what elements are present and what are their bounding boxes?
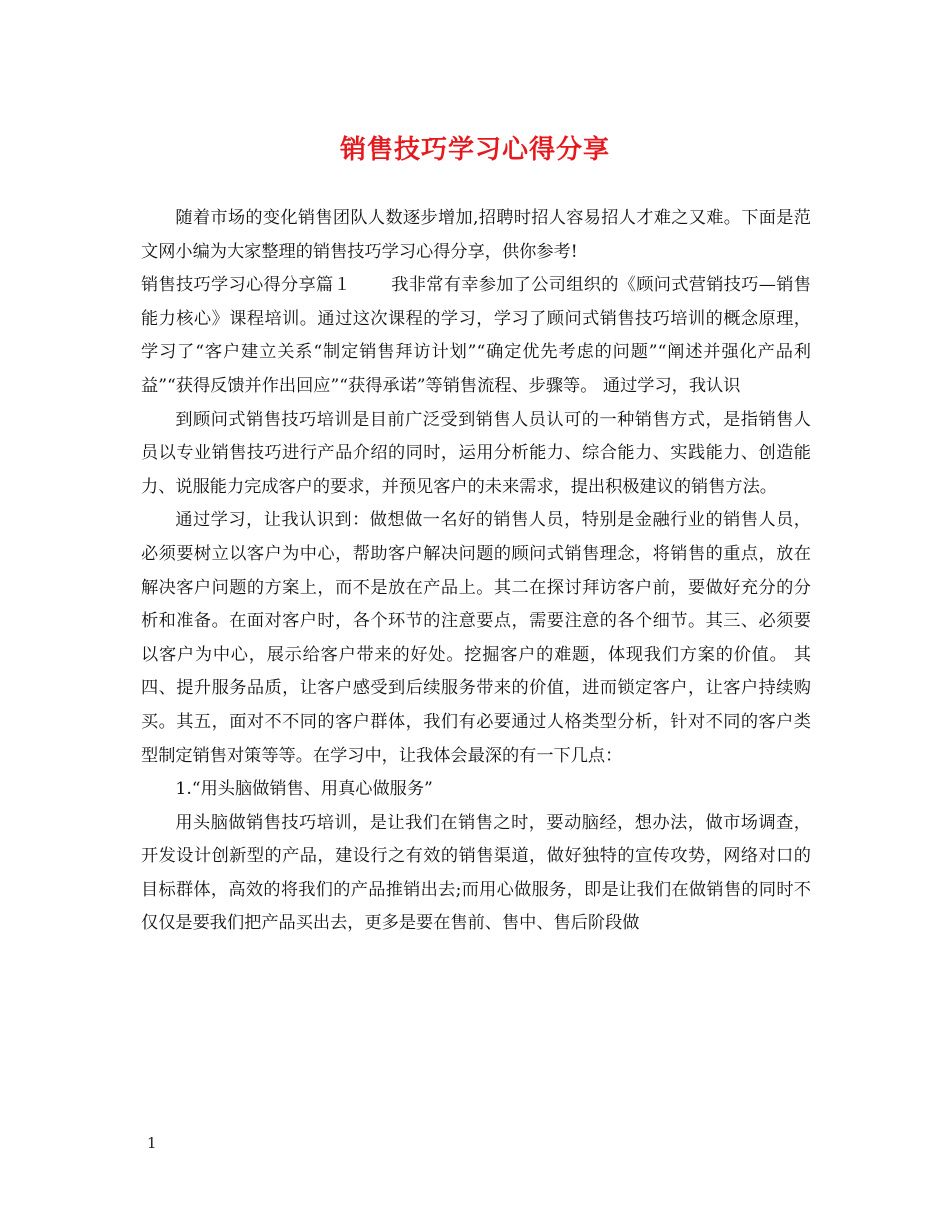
intro-paragraph: 随着市场的变化销售团队人数逐步增加,招聘时招人容易招人才难之又难。下面是范文网小编为大家整理的销售技巧学习心得分享，供你参考! <box>141 208 811 262</box>
body-paragraph-2: 通过学习，让我认识到：做想做一名好的销售人员，特别是金融行业的销售人员，必须要树立以客户为中心，帮助客户解决问题的顾问式销售理念，将销售的重点，放在解决客户问题的方案上，而不是放在产品上。其二在探讨拜访客户前，要做好充分的分析和准备。在面对客户时，各个环节的注意要点，需要注意的各个细节。其三、必须要以客户为中心，展示给客户带来的好处。挖掘客户的难题，体现我们方案的价值。 其四、提升服务品质，让客户感受到后续服务带来的价值，进而锁定客户，让客户持续购买。其五，面对不不同的客户群体，我们有必要通过人格类型分析，针对不同的客户类型制定销售对策等等。在学习中，让我体会最深的有一下几点： <box>141 510 811 766</box>
section-label: 销售技巧学习心得分享篇１ <box>141 275 351 296</box>
body-paragraph-3: 用头脑做销售技巧培训，是让我们在销售之时，要动脑经，想办法，做市场调查，开发设计创新型的产品，建设行之有效的销售渠道，做好独特的宣传攻势，网络对口的目标群体，高效的将我们的产品推销出去;而用心做服务，即是让我们在做销售的同时不仅仅是要我们把产品买出去，更多是要在售前、售中、售后阶段做 <box>141 812 811 934</box>
document-title: 销售技巧学习心得分享 <box>339 135 610 165</box>
body-paragraph-1: 到顾问式销售技巧培训是目前广泛受到销售人员认可的一种销售方式，是指销售人员以专业销售技巧进行产品介绍的同时，运用分析能力、综合能力、实践能力、创造能力、说服能力完成客户的要求，并预见客户的未来需求，提出积极建议的销售方法。 <box>141 409 811 497</box>
document-body <box>141 202 811 941</box>
section-text: 我非常有幸参加了公司组织的《顾问式营销技巧—销售能力核心》课程培训。通过这次课程的学习，学习了顾问式销售技巧培训的概念原理，学习了“客户建立关系“制定销售拜访计划”“确定优先考虑的问题”“阐述并强化产品利益”“获得反馈并作出回应”“获得承诺”等销售流程、步骤等。 通过学习，我认识 <box>141 275 811 396</box>
section-paragraph <box>141 269 811 403</box>
page-number: 1 <box>147 1134 157 1152</box>
point-heading-1: 1.“用头脑做销售、用真心做服务” <box>175 779 433 800</box>
